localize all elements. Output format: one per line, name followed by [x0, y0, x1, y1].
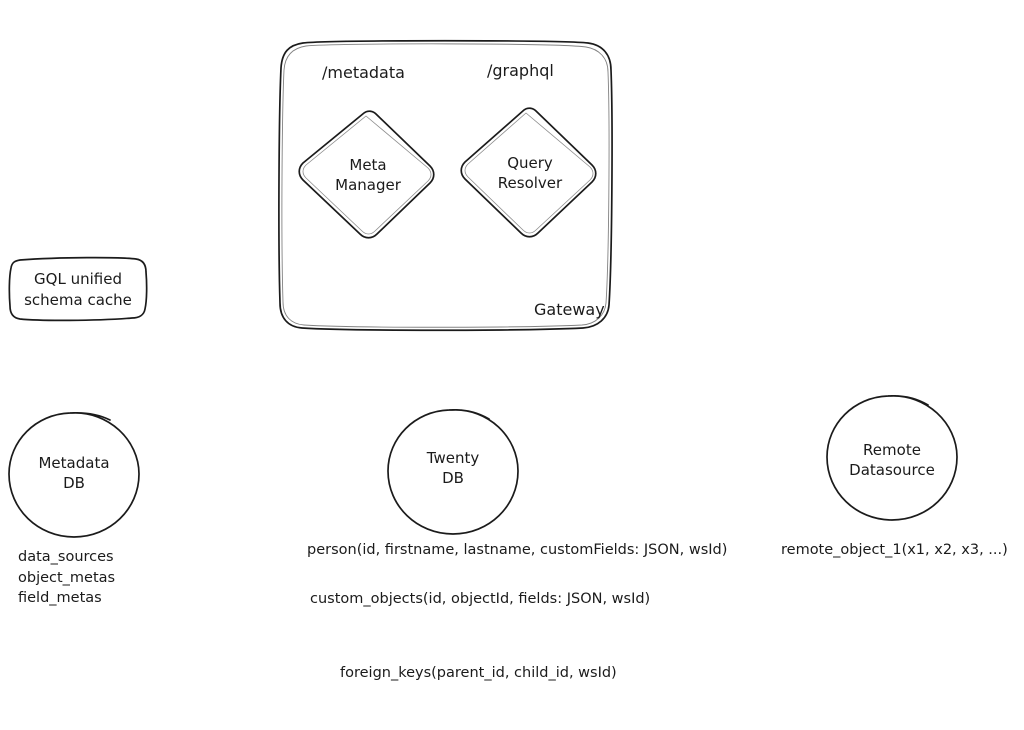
table-row: object_metas — [18, 569, 116, 586]
remote-datasource-label-line1: Remote — [863, 441, 921, 459]
twenty-db-table-foreign-keys: foreign_keys(parent_id, child_id, wsId) — [340, 665, 617, 681]
remote-datasource-label-line2: Datasource — [849, 461, 935, 479]
twenty-db-table-person: person(id, firstname, lastname, customFields: JSON, wsId) — [307, 542, 728, 558]
twenty-db-table-custom-objects: custom_objects(id, objectId, fields: JSON, wsId) — [310, 591, 651, 607]
metadata-db-tables — [18, 547, 115, 609]
table-row: field_metas — [18, 590, 102, 607]
metadata-route-label: /metadata — [322, 63, 405, 82]
query-resolver-label-line1: Query — [507, 154, 553, 172]
twenty-db-label-line1: Twenty — [426, 449, 480, 467]
metadata-db-label-line2: DB — [63, 474, 85, 492]
graphql-route-label: /graphql — [487, 61, 554, 80]
query-resolver-label-line2: Resolver — [497, 174, 563, 192]
cache-label-line1: GQL unified — [34, 270, 122, 288]
remote-datasource-table: remote_object_1(x1, x2, x3, ...) — [781, 542, 1008, 558]
meta-manager-label-line1: Meta — [349, 156, 387, 174]
gateway-label: Gateway — [534, 300, 605, 319]
cache-label-line2: schema cache — [24, 291, 132, 309]
metadata-db-label-line1: Metadata — [38, 454, 110, 472]
twenty-db-label-line2: DB — [442, 469, 464, 487]
table-row: data_sources — [18, 549, 114, 565]
meta-manager-label-line2: Manager — [335, 176, 401, 194]
